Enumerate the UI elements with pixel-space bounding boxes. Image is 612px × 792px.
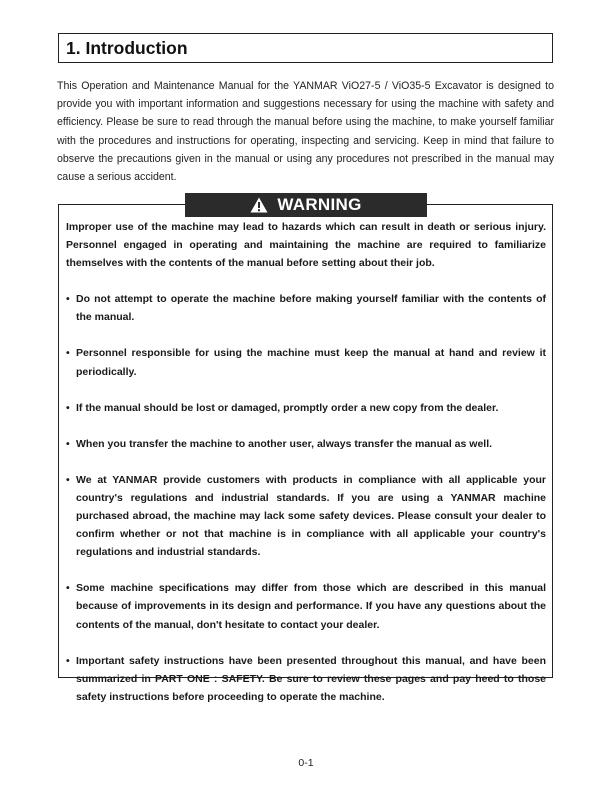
warning-label: WARNING	[277, 195, 362, 214]
bullet-glyph: •	[66, 473, 70, 486]
warning-lead-text: Improper use of the machine may lead to hazards which can result in death or serious injury. Personnel engaged in operating and maintaining the machine are required to familiarize themselves with the contents of the manual before setting about their job.	[66, 221, 546, 270]
bullet-glyph: •	[66, 437, 70, 450]
warning-bullet-item	[66, 399, 546, 417]
bullet-text: Personnel responsible for using the machine must keep the manual at hand and review it periodically.	[76, 347, 546, 378]
bullet-glyph: •	[66, 401, 70, 414]
bullet-glyph: •	[66, 293, 70, 306]
warning-bullet-item	[66, 579, 546, 633]
page-number: 0-1	[298, 757, 314, 769]
bullet-glyph: •	[66, 654, 70, 667]
warning-triangle-icon	[250, 197, 268, 213]
warning-bullet-item	[66, 435, 546, 453]
bullet-text: If the manual should be lost or damaged, promptly order a new copy from the dealer.	[76, 401, 499, 414]
warning-content	[66, 218, 546, 706]
bullet-text: We at YANMAR provide customers with products in compliance with all applicable your country's regulations and industrial standards. If you are using a YANMAR machine purchased abroad, the machine may lack some safety devices. Please consult your dealer to confirm whether or not that machine is in compliance with all applicable your country's regulations and industrial standards.	[76, 473, 546, 559]
warning-bullet-list	[66, 290, 546, 706]
bullet-text: When you transfer the machine to another user, always transfer the manual as well.	[76, 437, 493, 450]
bullet-text: Some machine specifications may differ from those which are described in this manual because of improvements in its design and performance. If you have any questions about the contents of the manual, don't hesitate to contact your dealer.	[76, 582, 546, 631]
bullet-text: Important safety instructions have been presented throughout this manual, and have been summarized in PART ONE : SAFETY. Be sure to review these pages and pay heed to those safety instructions before proceeding to operate the machine.	[76, 654, 546, 703]
warning-bullet-item	[66, 290, 546, 326]
section-title: 1. Introduction	[66, 37, 188, 58]
section-title-box	[58, 33, 553, 63]
warning-header	[185, 193, 427, 217]
warning-bullet-item	[66, 652, 546, 706]
warning-bullet-item	[66, 471, 546, 561]
warning-bullet-item	[66, 344, 546, 380]
bullet-glyph: •	[66, 582, 70, 595]
bullet-text: Do not attempt to operate the machine before making yourself familiar with the contents of the manual.	[76, 293, 546, 324]
intro-paragraph: This Operation and Maintenance Manual for the YANMAR ViO27-5 / ViO35-5 Excavator is designed to provide you with important information and suggestions necessary for using the machine with safety and efficiency. Please be sure to read through the manual before using the machine, to make yourself familiar with the procedures and instructions for operating, inspecting and servicing. Keep in mind that failure to observe the precautions given in the manual or using any procedures not prescribed in the manual may cause a serious accident.	[57, 80, 554, 184]
bullet-glyph: •	[66, 347, 70, 360]
